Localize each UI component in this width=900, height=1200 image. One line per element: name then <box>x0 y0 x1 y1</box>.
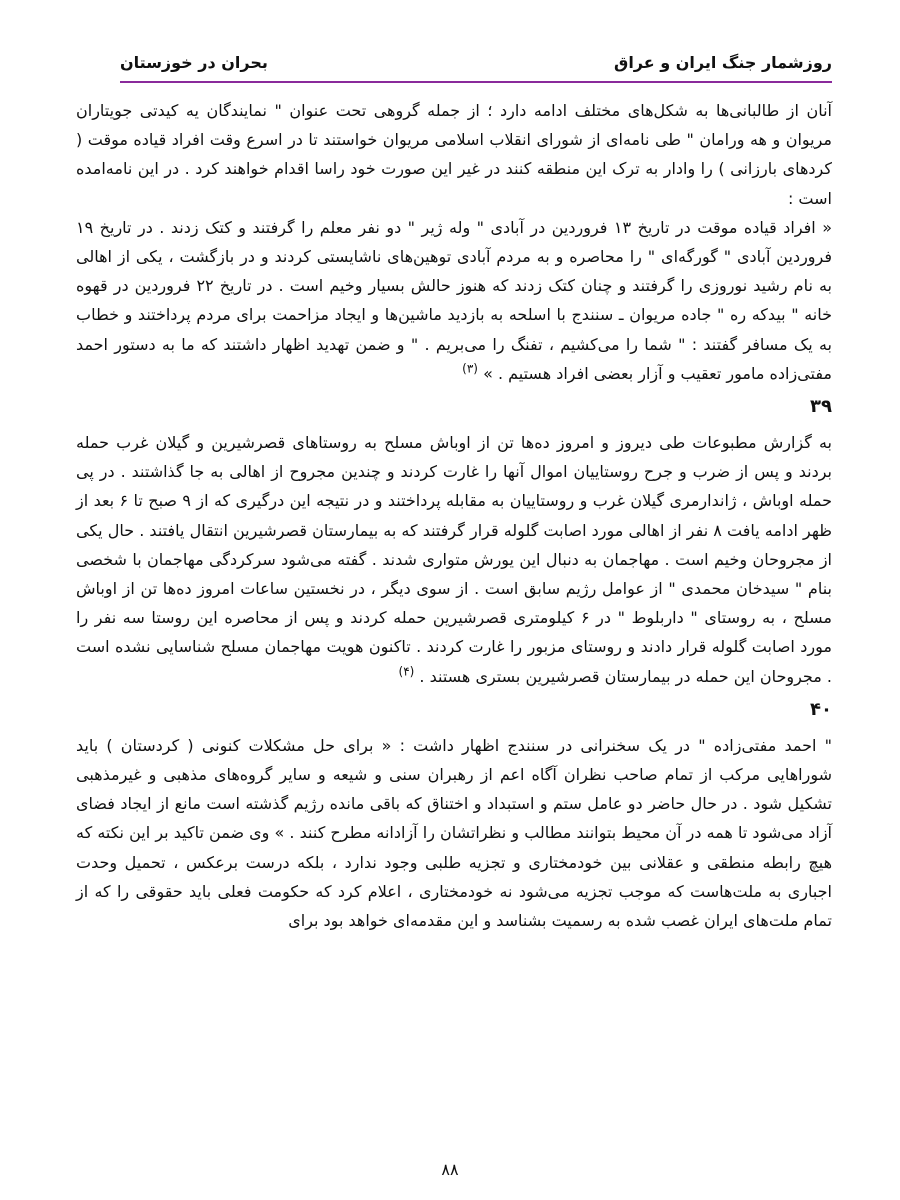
intro-quote <box>76 213 832 388</box>
entry-number-39: ۳۹ <box>810 396 832 418</box>
footnote-reference: (۴) <box>398 664 415 679</box>
entry-number-40: ۴۰ <box>810 698 832 720</box>
quote-text: « افراد قیاده موقت در تاریخ ۱۳ فروردین در آبادی " وله ژیر " دو نفر معلم را گرفتند و کتک زدند . در تاریخ ۱۹ فروردین آبادی " گورگه‌ای " را محاصره و به مردم آبادی توهین‌های ناشایستی کردند و در بازگشت ، یکی از اهالی به نام رشید نوروزی را گرفتند و چنان کتک زدند که هنوز حالش بسیار وخیم است . در تاریخ ۲۲ فروردین در قهوه خانه " بیدکه ره " جاده مریوان ـ سنندج با اسلحه به بازدید ماشین‌ها و ایجاد مزاحمت برای مردم پرداختند و خطاب به یک مسافر گفتند : " شما را می‌کشیم ، تفنگ را می‌بریم . " و ضمن تهدید اظهار داشتند که ما به دستور احمد مفتی‌زاده مامور تعقیب و آزار بعضی افراد هستیم . » <box>76 217 833 383</box>
header-divider <box>120 81 832 83</box>
entry-39-text: به گزارش مطبوعات طی دیروز و امروز ده‌ها تن از اوباش مسلح به روستاهای قصرشیرین و گیلان غرب حمله بردند و پس از ضرب و جرح روستاییان اموال آنها را غارت کردند و چندین مجروح از اهالی به جا گذاشتند . در پی حمله اوباش ، ژاندارمری گیلان غرب و روستاییان به مقابله پرداختند و در نتیجه این درگیری که از ۹ صبح تا ۶ بعد از ظهر ادامه یافت ۸ نفر از اهالی مورد اصابت گلوله قرار گرفتند که به بیمارستان قصرشیرین انتقال یافتند . حال یکی از مجروحان وخیم است . مهاجمان به دنبال این یورش متواری شدند . گفته می‌شود سرکردگی مهاجمان با شخصی بنام " سیدخان محمدی " از عوامل رژیم سابق است . از سوی دیگر ، در نخستین ساعات امروز ده‌ها تن از اوباش مسلح ، به روستای " داربلوط " در ۶ کیلومتری قصرشیرین حمله کردند و پس از محاصره این روستا سه نفر را مورد اصابت گلوله قرار دادند و روستای مزبور را غارت کردند . تاکنون هویت مهاجمان مسلح شناسایی نشده است . مجروحان این حمله در بیمارستان قصرشیرین بستری هستند . <box>76 433 833 686</box>
footnote-reference: (۳) <box>462 361 478 376</box>
entry-40-paragraph: " احمد مفتی‌زاده " در یک سخنرانی در سنندج اظهار داشت : « برای حل مشکلات کنونی ( کردستان ) باید شوراهایی مرکب از تمام صاحب نظران آگاه اعم از رهبران سنی و شیعه و سایر گروه‌های مذهبی و غیرمذهبی تشکیل شود . در حال حاضر دو عامل ستم و استبداد و اختناق که باقی مانده رژیم گذشته است مانع از ایجاد فضای آزاد می‌شود تا همه در آن محیط بتوانند مطالب و نظراتشان را آزادانه مطرح کنند . » وی ضمن تاکید بر این نکته که هیچ رابطه منطقی و عقلانی بین خودمختاری و تجزیه طلبی وجود ندارد ، بلکه درست برعکس ، تحمیل وحدت اجباری به ملت‌هاست که موجب تجزیه می‌شود نه خودمختاری ، اعلام کرد که حکومت فعلی باید حقوقی را که از تمام ملت‌های ایران غصب شده به رسمیت بشناسد و این مقدمه‌ای خواهد بود برای <box>76 735 832 931</box>
book-title: روزشمار جنگ ایران و عراق <box>614 53 832 72</box>
chapter-title: بحران در خوزستان <box>120 53 268 72</box>
entry-39-paragraph <box>76 428 832 691</box>
running-header <box>120 47 832 83</box>
intro-paragraph: آنان از طالبانی‌ها به شکل‌های مختلف ادامه دارد ؛ از جمله گروهی تحت عنوان " نمایندگان یه کیدتی جویتاران مریوان و هه ورامان " طی نامه‌ای از شورای انقلاب اسلامی مریوان خواستند تا در اسرع وقت افراد قیاده موقت ( کردهای بارزانی ) را وادار به ترک این منطقه کنند در غیر این صورت خود راسا اقدام خواهند کرد . در این نامه‌امده است : <box>76 101 832 208</box>
page-body <box>76 96 832 935</box>
page-number: ۸۸ <box>441 1160 459 1179</box>
